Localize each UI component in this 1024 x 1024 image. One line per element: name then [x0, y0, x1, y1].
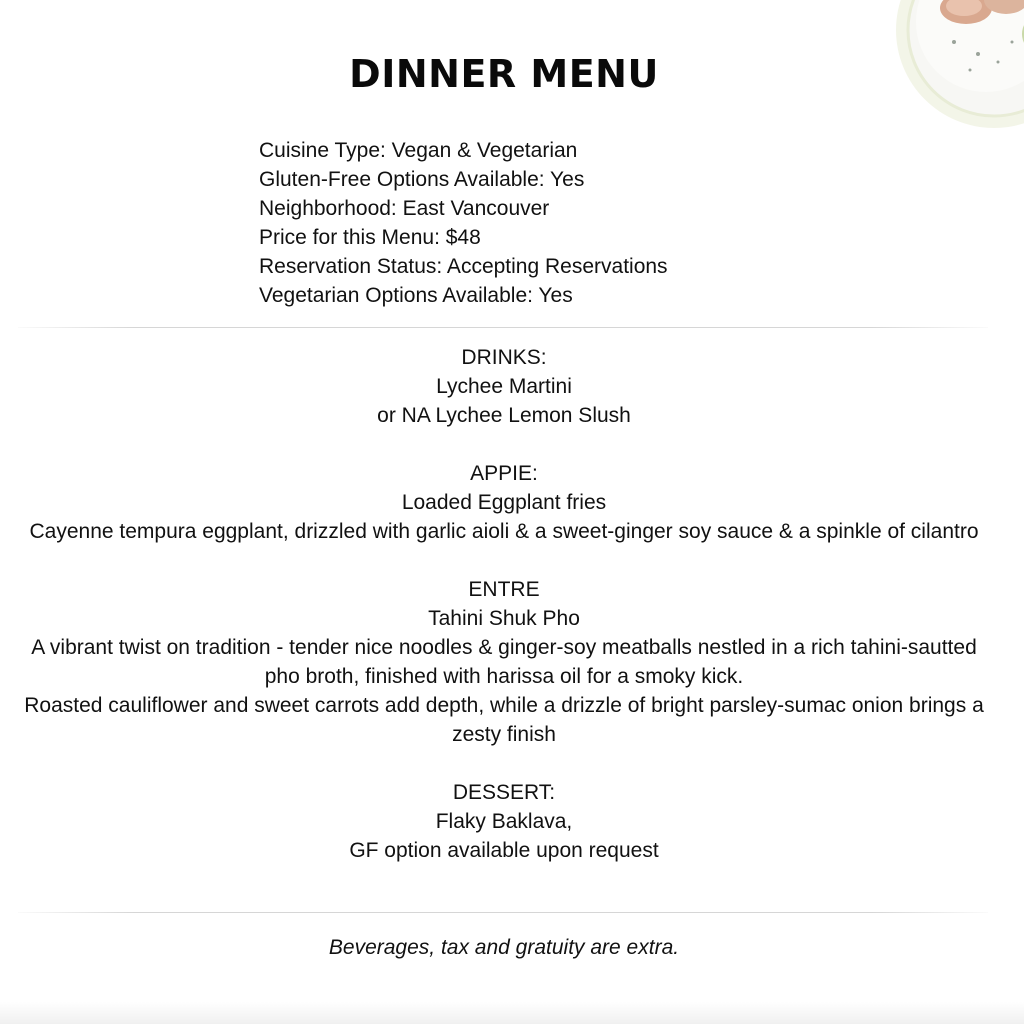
- detail-price: Price for this Menu: $48: [259, 226, 481, 249]
- course-item: or NA Lychee Lemon Slush: [377, 404, 631, 427]
- course-dessert: [12, 778, 996, 865]
- page-title: DINNER MENU: [349, 52, 659, 96]
- course-heading: ENTRE: [468, 578, 540, 601]
- course-item: GF option available upon request: [349, 839, 659, 862]
- menu-details: [259, 136, 668, 310]
- course-item: Loaded Eggplant fries: [401, 491, 607, 514]
- course-description: A vibrant twist on tradition - tender nice noodles & ginger-soy meatballs nestled in a rich tahini-sautted pho broth, finished with harissa oil for a smoky kick.: [31, 636, 977, 688]
- course-item: Lychee Martini: [436, 375, 572, 398]
- divider: [18, 912, 988, 913]
- course-heading: APPIE:: [470, 462, 538, 485]
- detail-cuisine-type: Cuisine Type: Vegan & Vegetarian: [259, 139, 578, 162]
- course-drinks: [12, 343, 996, 430]
- course-appie: [12, 459, 996, 546]
- detail-gluten-free: Gluten-Free Options Available: Yes: [259, 168, 585, 191]
- detail-neighborhood: Neighborhood: East Vancouver: [259, 197, 550, 220]
- footer-note: Beverages, tax and gratuity are extra.: [328, 936, 680, 959]
- detail-vegetarian: Vegetarian Options Available: Yes: [259, 284, 573, 307]
- course-heading: DRINKS:: [461, 346, 547, 369]
- page-bottom-shade: [0, 1002, 1024, 1024]
- menu-courses: [12, 343, 996, 865]
- course-heading: DESSERT:: [452, 781, 556, 804]
- course-description: Roasted cauliflower and sweet carrots add depth, while a drizzle of bright parsley-sumac onion brings a zesty finish: [24, 694, 984, 746]
- course-description: Cayenne tempura eggplant, drizzled with garlic aioli & a sweet-ginger soy sauce & a spinkle of cilantro: [29, 520, 979, 543]
- course-item: Tahini Shuk Pho: [428, 607, 580, 630]
- divider: [18, 327, 988, 328]
- course-item: Flaky Baklava,: [435, 810, 573, 833]
- course-entre: [12, 575, 996, 749]
- detail-reservation-status: Reservation Status: Accepting Reservations: [259, 255, 668, 278]
